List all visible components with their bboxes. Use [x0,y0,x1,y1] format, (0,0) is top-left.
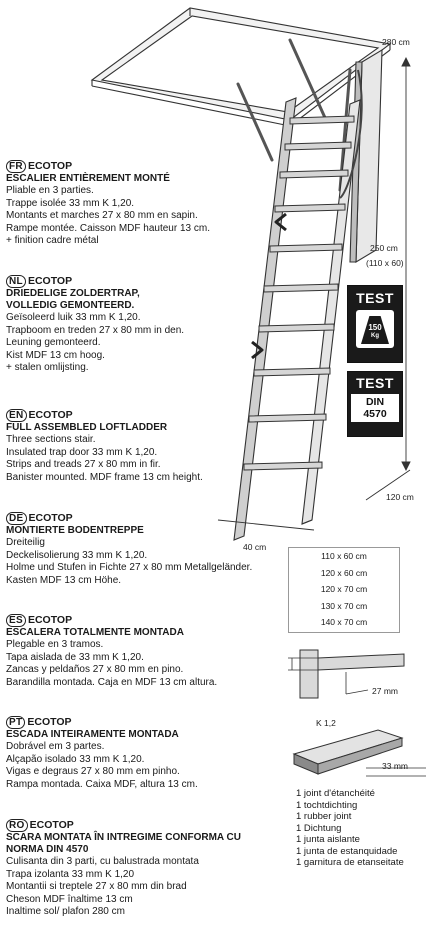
spec-line: Culisanta din 3 parti, cu balustrada montata [6,856,199,867]
trap-door [350,50,382,262]
seal-item: 1 garnitura de etanseitate [296,857,404,868]
product-name: ECOTOP [27,614,73,626]
spec-line: Deckelisolierung 33 mm K 1,20. [6,549,148,561]
opening-size-label: (110 x 60) [366,258,404,268]
language-badge: PT [6,716,25,729]
section-title: MONTIERTE BODENTREPPE [6,525,144,536]
size-row: 140 x 70 cm [320,617,368,627]
product-name: ECOTOP [29,819,74,831]
language-badge: ES [6,614,26,627]
section-en [6,408,276,484]
section-title: DRIEDELIGE ZOLDERTRAP, VOLLEDIG GEMONTEERD. [6,288,140,311]
spec-line: Pliable en 3 parties. [6,185,94,196]
size-row: 130 x 70 cm [320,600,368,611]
ladder-length-label: 250 cm [370,243,398,253]
seal-item: 1 joint d'étanchéité [296,788,375,799]
size-table [288,547,400,633]
spec-line: Rampe montée. Caisson MDF hauteur 13 cm. [6,222,210,234]
seal-item: 1 junta aislante [296,834,360,845]
test-din-badge: TEST DIN 4570 [347,371,403,437]
seal-item: 1 rubber joint [296,811,352,822]
section-title: ESCALERA TOTALMENTE MONTADA [6,627,184,638]
test-load-badge: TEST 150 Kg [347,285,403,363]
spec-line: Inaltime sol/ plafon 280 cm [6,906,125,918]
spec-line: Rampa montada. Caixa MDF, altura 13 cm. [6,778,198,790]
seal-item: 1 tochtdichting [296,799,358,811]
size-row: 110 x 60 cm [321,551,367,561]
seal-item: 1 junta de estanquidade [296,845,398,857]
spec-line: Geïsoleerd luik 33 mm K 1,20. [6,312,141,323]
total-height-label: 280 cm [382,37,410,47]
ceiling-frame [92,8,390,126]
spec-line: Holme und Stufen in Fichte 27 x 80 mm Metallgeländer. [6,562,253,574]
spec-line: Kist MDF 13 cm hoog. [6,349,105,361]
trapdoor-detail-illustration [292,724,428,784]
spec-line: Alçapão isolado 33 mm K 1,20. [6,753,145,765]
spec-line: Banister mounted. MDF frame 13 cm height. [6,471,203,483]
section-pt [6,715,276,791]
size-row: 120 x 70 cm [320,584,368,594]
product-name: ECOTOP [28,409,73,421]
seal-item: 1 Dichtung [296,822,342,834]
spec-line: Trapboom en treden 27 x 80 mm in den. [6,324,185,336]
spec-line: Kasten MDF 13 cm Höhe. [6,574,122,586]
spec-line: Three sections stair. [6,434,96,445]
section-title: ESCADA INTEIRAMENTE MONTADA [6,729,179,740]
product-name: ECOTOP [27,275,73,287]
language-badge: EN [6,409,27,422]
spec-line: Trappe isolée 33 mm K 1,20. [6,197,135,209]
spec-line: Strips and treads 27 x 80 mm in fir. [6,459,161,471]
product-name: ECOTOP [27,160,73,172]
spec-line: Montantii si treptele 27 x 80 mm din brad [6,881,187,893]
section-title: SCARA MONTATA ÎN INTREGIME CONFORMA CU NORMA DIN 4570 [6,832,241,855]
spec-line: Plegable en 3 tramos. [6,639,104,650]
stair-thickness-label: 27 mm [372,686,398,696]
stair-detail-illustration [286,644,426,700]
spec-line: Tapa aislada de 33 mm K 1,20. [6,651,144,663]
language-badge: DE [6,512,27,525]
door-thickness-label: 33 mm [382,761,408,771]
spec-line: Leuning gemonteerd. [6,337,101,349]
spec-line: Dobrável em 3 partes. [6,741,105,752]
language-badge: FR [6,160,26,173]
section-title: FULL ASSEMBLED LOFTLADDER [6,422,168,433]
seal-list [296,788,404,869]
size-row: 120 x 60 cm [320,567,368,578]
spec-line: Montants et marches 27 x 80 mm en sapin. [6,210,198,222]
section-nl [6,274,276,375]
section-title: ESCALIER ENTIÈREMENT MONTÉ [6,173,170,184]
section-de [6,511,276,587]
language-badge: RO [6,819,28,832]
spec-line: Trapa izolanta 33 mm K 1,20 [6,868,135,880]
product-name: ECOTOP [27,716,72,728]
spec-line: Barandilla montada. Caja en MDF 13 cm altura. [6,676,218,688]
spec-line: + stalen omlijsting. [6,362,89,374]
k-value-label: K 1,2 [316,718,336,728]
spec-line: Insulated trap door 33 mm K 1,20. [6,446,158,458]
section-ro [6,818,276,919]
width-label: 40 cm [243,542,267,552]
spec-line: + finition cadre métal [6,235,99,247]
depth-label: 120 cm [386,492,414,502]
spec-line: Dreiteilig [6,537,45,548]
language-badge: NL [6,275,26,288]
section-fr [6,159,276,248]
spec-line: Cheson MDF înaltime 13 cm [6,893,133,905]
spec-line: Zancas y peldaños 27 x 80 mm en pino. [6,664,184,676]
spec-line: Vigas e degraus 27 x 80 mm em pinho. [6,766,180,778]
section-es [6,613,276,689]
product-name: ECOTOP [28,512,73,524]
